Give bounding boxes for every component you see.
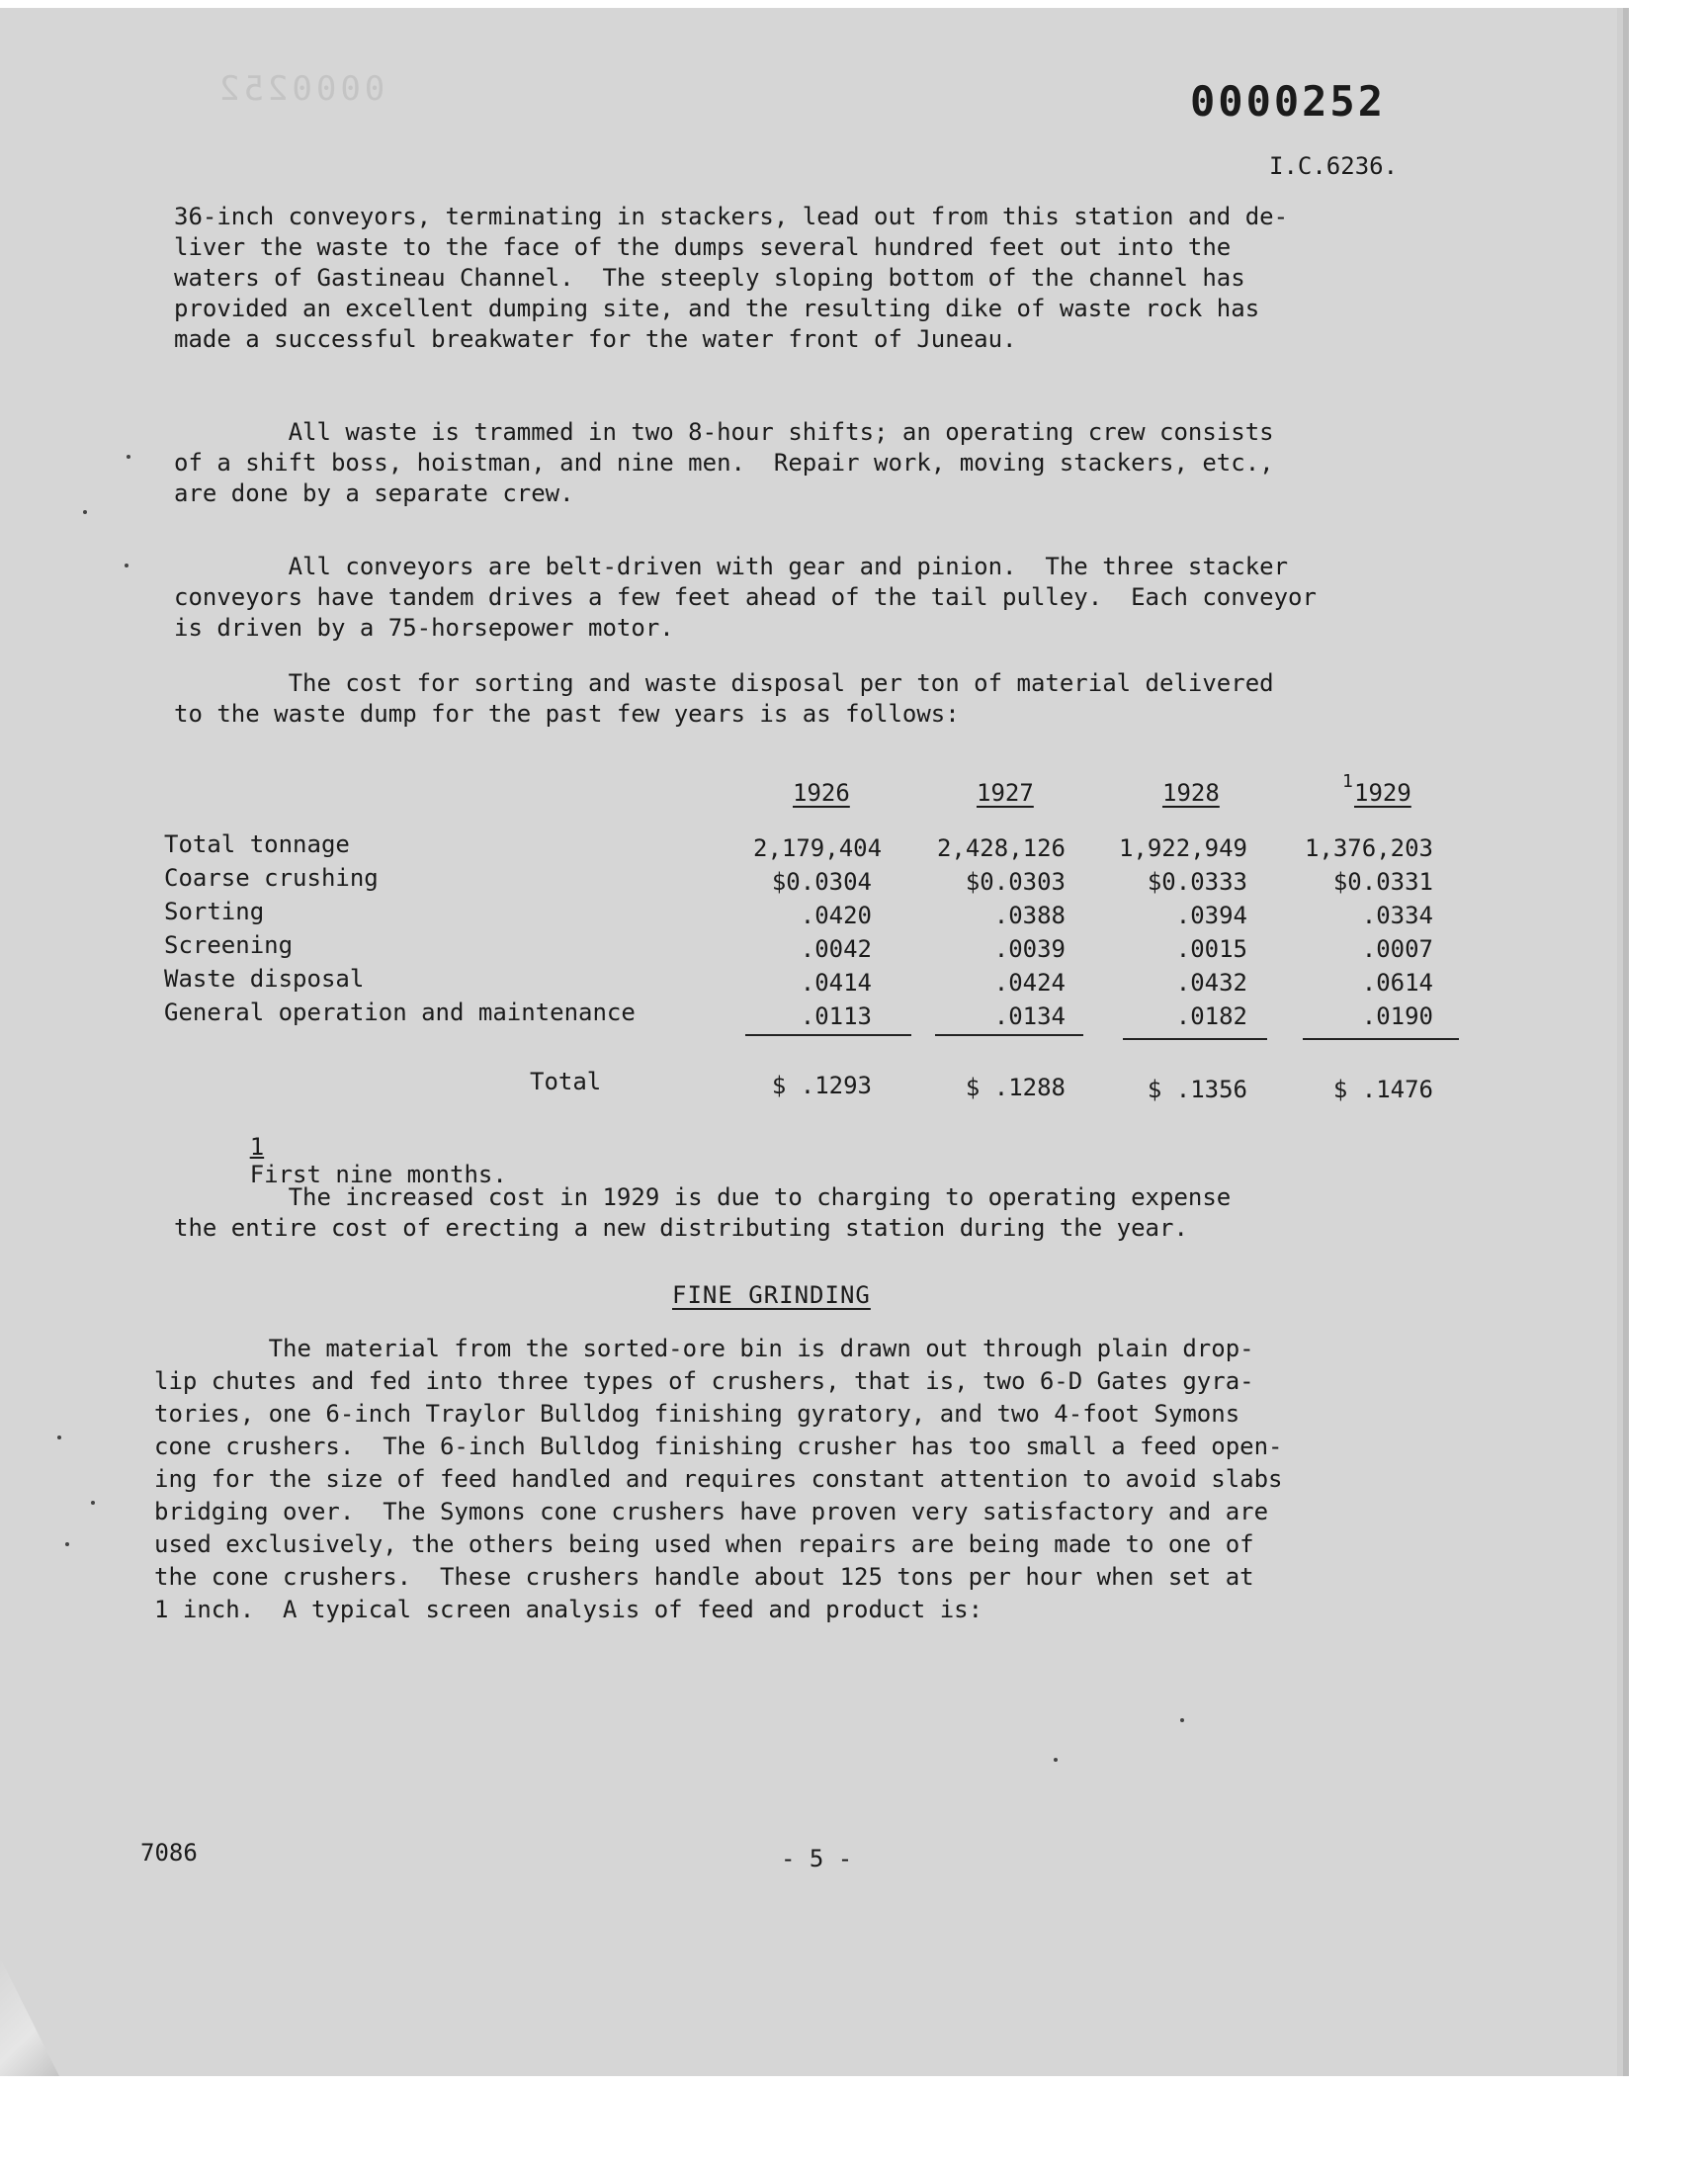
subtotal-rule-1928	[1123, 1038, 1267, 1040]
scan-speck	[65, 1542, 69, 1546]
cell-tonnage-1926: 2,179,404	[753, 834, 883, 862]
page-number: - 5 -	[781, 1845, 853, 1872]
cell-tonnage-1928: 1,922,949	[1118, 834, 1247, 862]
paragraph-increased-cost: The increased cost in 1929 is due to charging to operating expense the entire cost of erecting a new distributing station during the year.	[174, 1183, 1232, 1242]
cell-waste-1927: .0424	[993, 969, 1066, 997]
scan-speck	[83, 510, 87, 514]
row-label-waste-disposal: Waste disposal	[164, 965, 365, 993]
paragraph-conveyors: 36-inch conveyors, terminating in stackers, lead out from this station and de- liver the waste to the face of the dumps several hundred feet out into the waters of Gastineau Channel. The steeply sloping bottom of the channel has provided an excellent dumping site, and the resulting dike of waste rock has made a successful breakwater for the water front of Juneau.	[174, 203, 1289, 353]
cell-total-1928: $ .1356	[1147, 1076, 1247, 1103]
scan-speck	[57, 1436, 61, 1439]
cell-tonnage-1927: 2,428,126	[936, 834, 1066, 862]
cell-sorting-1929: .0334	[1361, 902, 1433, 929]
cell-waste-1929: .0614	[1361, 969, 1433, 997]
cell-coarse-1926: $0.0304	[771, 868, 872, 896]
row-label-total: Total	[530, 1068, 602, 1095]
cell-screening-1926: .0042	[800, 935, 872, 963]
scan-speck	[1180, 1718, 1184, 1722]
cell-sorting-1926: .0420	[800, 902, 872, 929]
document-number: 0000252	[1190, 77, 1387, 126]
footnote-mark-1929: 1	[1342, 771, 1353, 792]
paragraph-conveyor-drives: All conveyors are belt-driven with gear and pinion. The three stacker conveyors have tandem drives a few feet ahead of the tail pulley. Each conveyor is driven by a 75-horsepower motor.	[174, 553, 1317, 642]
cell-screening-1928: .0015	[1175, 935, 1247, 963]
cell-sorting-1927: .0388	[993, 902, 1066, 929]
paragraph-waste-shifts: All waste is trammed in two 8-hour shifts; an operating crew consists of a shift boss, hoistman, and nine men. Repair work, moving stackers, etc., are done by a separate crew.	[174, 418, 1274, 507]
year-header-1926: 1926	[793, 779, 850, 807]
scan-speck	[127, 455, 130, 459]
row-label-sorting: Sorting	[164, 898, 265, 925]
cell-total-1927: $ .1288	[965, 1074, 1066, 1101]
cell-general-1928: .0182	[1175, 1002, 1247, 1030]
cell-tonnage-1929: 1,376,203	[1304, 834, 1433, 862]
year-header-1929: 1929	[1354, 779, 1411, 807]
subtotal-rule-1929	[1303, 1038, 1459, 1040]
cost-table	[164, 769, 1469, 1188]
cell-waste-1928: .0432	[1175, 969, 1247, 997]
row-label-coarse-crushing: Coarse crushing	[164, 864, 379, 892]
scan-speck	[1054, 1758, 1058, 1762]
paragraph-fine-grinding: The material from the sorted-ore bin is drawn out through plain drop- lip chutes and fed into three types of crushers, that is, two 6-D Gates gyra- tories, one 6-inch Traylor Bulldog finishing gyratory, and two 4-foot Symons cone crushers. The 6-inch Bulldog finishing crusher has too small a feed open- ing for the size of feed handled and requires constant attention to avoid slabs bridging over. The Symons cone crushers have proven very satisfactory and are used exclusively, the others being used when repairs are being made to one of the cone crushers. These crushers handle about 125 tons per hour when set at 1 inch. A typical screen analysis of feed and product is:	[154, 1335, 1283, 1623]
cell-waste-1926: .0414	[800, 969, 872, 997]
scan-speck	[125, 564, 128, 567]
subtotal-rule-1926	[745, 1034, 911, 1036]
subtotal-rule-1927	[935, 1034, 1083, 1036]
series-identifier: I.C.6236.	[1269, 152, 1399, 180]
footnote-text: First nine months.	[249, 1161, 507, 1188]
cell-general-1929: .0190	[1361, 1002, 1433, 1030]
cell-general-1927: .0134	[993, 1002, 1066, 1030]
row-label-general-operation: General operation and maintenance	[164, 999, 636, 1026]
year-header-1928: 1928	[1162, 779, 1220, 807]
cell-total-1929: $ .1476	[1332, 1076, 1433, 1103]
section-heading-fine-grinding: FINE GRINDING	[672, 1281, 871, 1309]
footnote-mark: 1	[249, 1133, 265, 1161]
cell-screening-1927: .0039	[993, 935, 1066, 963]
row-label-screening: Screening	[164, 931, 294, 959]
cell-sorting-1928: .0394	[1175, 902, 1247, 929]
cell-coarse-1927: $0.0303	[965, 868, 1066, 896]
scan-speck	[91, 1501, 95, 1505]
document-page	[0, 8, 1623, 2076]
cell-coarse-1928: $0.0333	[1147, 868, 1247, 896]
paragraph-cost-intro: The cost for sorting and waste disposal per ton of material delivered to the waste dump for the past few years is as follows:	[174, 669, 1274, 728]
row-label-total-tonnage: Total tonnage	[164, 830, 350, 858]
cell-coarse-1929: $0.0331	[1332, 868, 1433, 896]
cell-general-1926: .0113	[800, 1002, 872, 1030]
bleed-through-number: 0000252	[215, 69, 385, 109]
cell-total-1926: $ .1293	[771, 1072, 872, 1099]
year-header-1927: 1927	[977, 779, 1034, 807]
cell-screening-1929: .0007	[1361, 935, 1433, 963]
document-code: 7086	[140, 1839, 198, 1867]
